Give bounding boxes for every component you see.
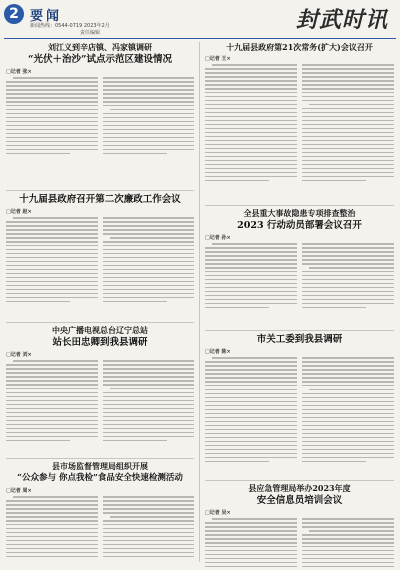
article-photovoltaic	[6, 42, 194, 157]
article-byline: □记者 张×	[6, 69, 32, 75]
section-title: 要闻	[30, 9, 63, 24]
article-body	[6, 217, 194, 305]
article-integrity-meeting	[6, 193, 194, 305]
article-cctv-visit	[6, 325, 194, 444]
article-body	[6, 77, 194, 157]
article-kicker: 县应急管理局举办2023年度	[248, 483, 351, 493]
article-executive-meeting	[205, 42, 394, 184]
masthead-rule	[4, 38, 396, 39]
article-kicker: 刘江义到辛店镇、冯家镇调研	[48, 42, 152, 52]
article-byline: □记者 孙×	[205, 235, 231, 241]
article-care-committee	[205, 333, 394, 465]
article-body	[205, 518, 394, 570]
article-headline: 市关工委到我县调研	[256, 334, 343, 345]
article-byline: □记者 王×	[205, 56, 231, 62]
article-headline: “光伏＋治沙”试点示范区建设情况	[28, 54, 172, 65]
article-byline: □记者 周×	[6, 488, 32, 494]
article-byline: □记者 赵×	[6, 209, 32, 215]
article-kicker: 中央广播电视总台辽宁总站	[52, 325, 148, 335]
masthead	[0, 0, 400, 40]
article-kicker: 十九届县政府第21次常务(扩大)会议召开	[226, 42, 373, 52]
article-kicker: 全县重大事故隐患专项排查整治	[243, 208, 356, 218]
masthead-meta: 新闻热线：0544-0719 2023年2月	[30, 23, 110, 29]
article-headline: 安全信息员培训会议	[256, 495, 343, 506]
article-food-safety	[6, 461, 194, 560]
article-body	[6, 360, 194, 444]
column-divider	[199, 42, 200, 562]
newspaper-logo: 封武时讯	[295, 7, 388, 33]
article-headline: “公众参与 你点我检”食品安全快速检测活动	[17, 473, 183, 483]
article-byline: □记者 陈×	[205, 349, 231, 355]
article-body	[205, 64, 394, 184]
article-emergency-training	[205, 483, 394, 570]
article-headline: 十九届县政府召开第二次廉政工作会议	[19, 194, 181, 205]
article-hazard-rectification	[205, 208, 394, 311]
article-kicker: 县市场监督管理局组织开展	[52, 461, 148, 471]
page-number: 2	[4, 4, 24, 24]
article-byline: □记者 刘×	[6, 352, 32, 358]
article-byline: □记者 吴×	[205, 510, 231, 516]
article-headline: 站长田忠卿到我县调研	[52, 337, 148, 348]
masthead-editor: 责任编辑	[80, 30, 101, 36]
article-body	[205, 357, 394, 465]
article-body	[205, 243, 394, 311]
article-body	[6, 496, 194, 560]
article-headline: 2023 行动动员部署会议召开	[237, 220, 362, 231]
